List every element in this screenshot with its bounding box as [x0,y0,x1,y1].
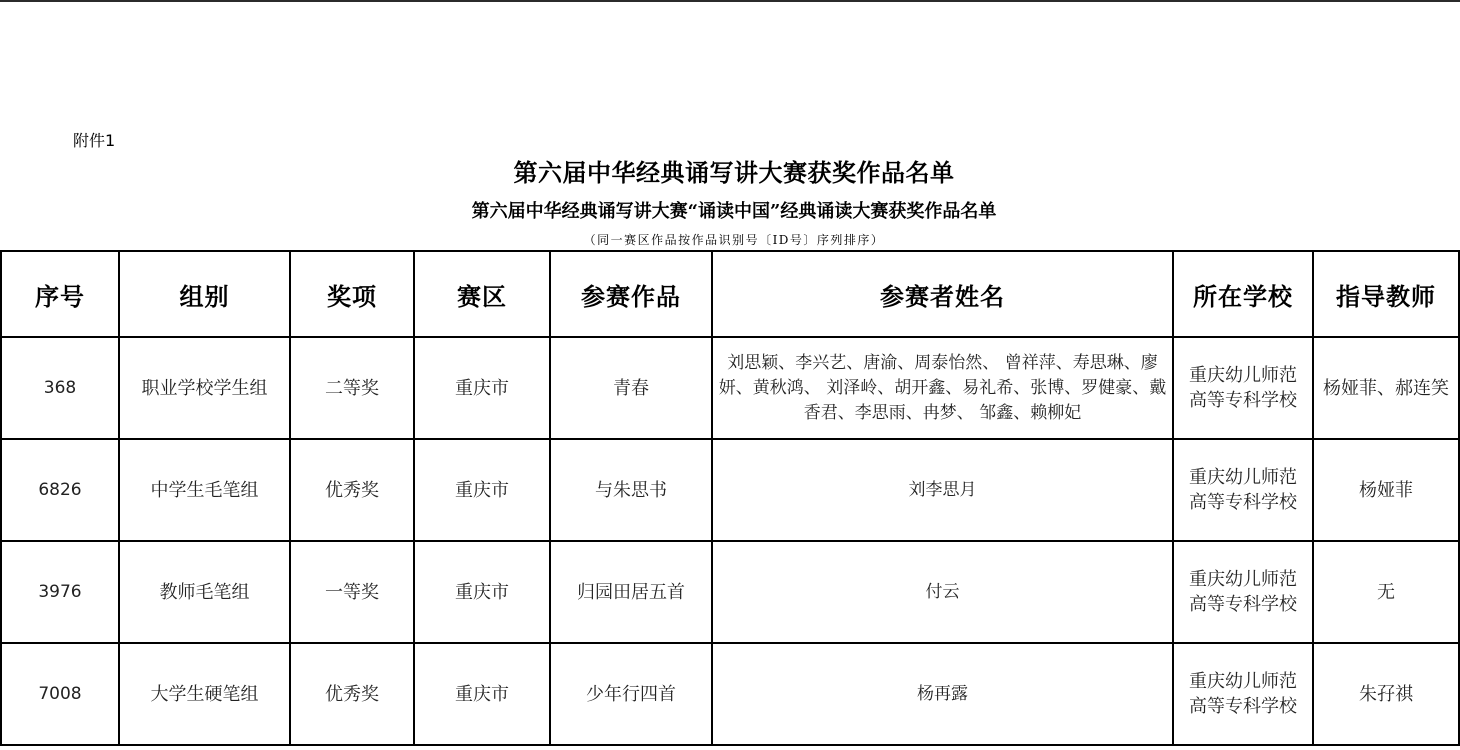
cell-school [1173,439,1313,541]
cell-award: 优秀奖 [290,439,414,541]
cell-award: 二等奖 [290,337,414,439]
table-row [1,439,1459,541]
attachment-label: 附件1 [73,131,116,150]
school-line-1: 重庆幼儿师范 [1189,467,1297,488]
cell-school [1173,643,1313,745]
cell-id: 3976 [1,541,119,643]
cell-id: 7008 [1,643,119,745]
cell-group: 职业学校学生组 [119,337,290,439]
awards-table [0,250,1460,746]
cell-school [1173,337,1313,439]
header-award: 奖项 [290,251,414,337]
document-title: 第六届中华经典诵写讲大赛获奖作品名单 [513,158,955,187]
cell-group: 中学生毛笔组 [119,439,290,541]
cell-teacher: 无 [1313,541,1459,643]
top-border-line [0,0,1460,2]
cell-group: 教师毛笔组 [119,541,290,643]
document-subtitle: 第六届中华经典诵写讲大赛“诵读中国”经典诵读大赛获奖作品名单 [471,201,997,222]
header-index: 序号 [1,251,119,337]
participants-text: 刘李思月 [908,479,977,500]
participants-text: 刘思颖、李兴艺、唐渝、周泰怡然、 曾祥萍、寿思琳、廖妍、黄秋鸿、 刘泽岭、胡开鑫、易礼希、张博、罗健豪、戴香君、李思雨、冉梦、 邹鑫、赖柳妃 [718,352,1167,423]
table-row [1,541,1459,643]
cell-group: 大学生硬笔组 [119,643,290,745]
cell-participants [712,643,1173,745]
cell-teacher: 杨娅菲 [1313,439,1459,541]
participants-text: 杨再露 [917,683,968,704]
header-region: 赛区 [414,251,550,337]
cell-award: 优秀奖 [290,643,414,745]
table-row [1,643,1459,745]
header-participants: 参赛者姓名 [712,251,1173,337]
table-header-row [1,251,1459,337]
cell-id: 368 [1,337,119,439]
cell-region: 重庆市 [414,541,550,643]
cell-work: 归园田居五首 [550,541,712,643]
cell-region: 重庆市 [414,643,550,745]
header-work: 参赛作品 [550,251,712,337]
school-line-1: 重庆幼儿师范 [1189,365,1297,386]
cell-teacher: 朱孖祺 [1313,643,1459,745]
cell-teacher: 杨娅菲、郝连笑 [1313,337,1459,439]
school-line-2: 高等专科学校 [1189,594,1297,615]
cell-id: 6826 [1,439,119,541]
cell-school [1173,541,1313,643]
participants-text: 付云 [925,581,960,602]
school-line-1: 重庆幼儿师范 [1189,671,1297,692]
cell-work: 少年行四首 [550,643,712,745]
cell-participants [712,439,1173,541]
school-line-1: 重庆幼儿师范 [1189,569,1297,590]
cell-region: 重庆市 [414,439,550,541]
school-line-2: 高等专科学校 [1189,492,1297,513]
school-line-2: 高等专科学校 [1189,696,1297,717]
sort-note: （同一赛区作品按作品识别号〔ID号〕序列排序） [583,233,885,247]
cell-award: 一等奖 [290,541,414,643]
cell-region: 重庆市 [414,337,550,439]
header-group: 组别 [119,251,290,337]
cell-work: 青春 [550,337,712,439]
school-line-2: 高等专科学校 [1189,390,1297,411]
header-teacher: 指导教师 [1313,251,1459,337]
header-school: 所在学校 [1173,251,1313,337]
cell-participants [712,541,1173,643]
cell-work: 与朱思书 [550,439,712,541]
table-row [1,337,1459,439]
cell-participants [712,337,1173,439]
